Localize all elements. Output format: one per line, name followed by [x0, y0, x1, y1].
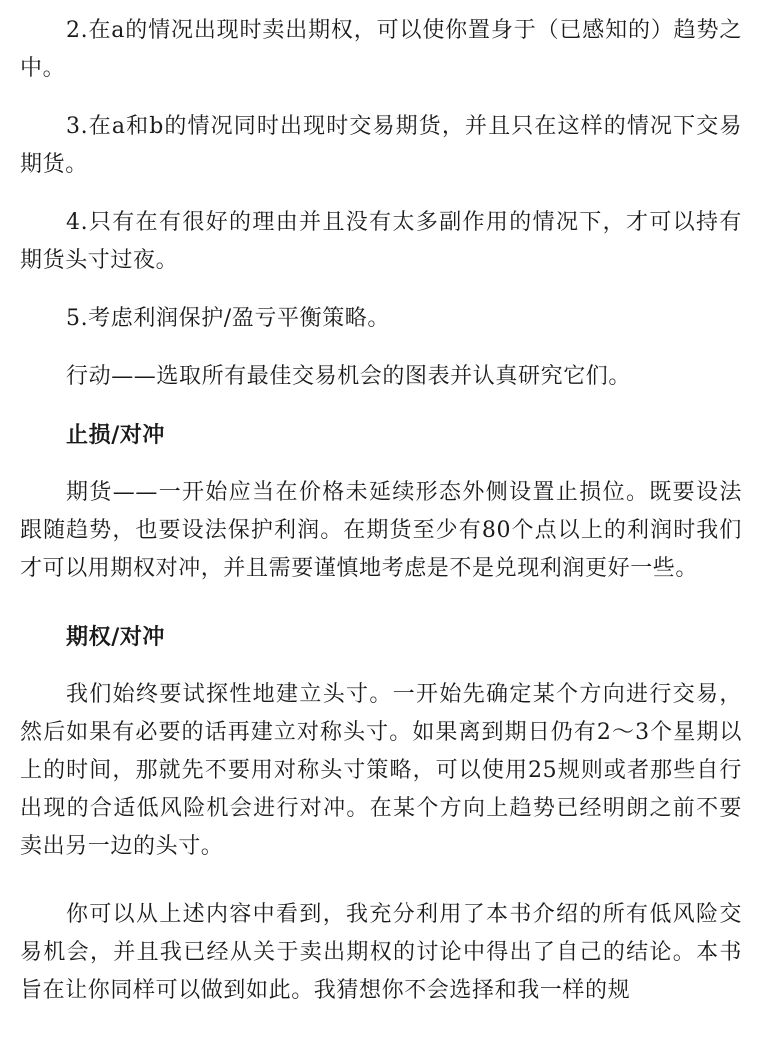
paragraph-rule-2: 2.在a的情况出现时卖出期权，可以使你置身于（已感知的）趋势之中。	[20, 18, 742, 81]
paragraph-options: 我们始终要试探性地建立头寸。一开始先确定某个方向进行交易，然后如果有必要的话再建立对称头寸。如果离到期日仍有2～3个星期以上的时间，那就先不要用对称头寸策略，可以使用25规则或者那些自行出现的合适低风险机会进行对冲。在某个方向上趋势已经明朗之前不要卖出另一边的头寸。	[20, 682, 742, 859]
paragraph-rule-5: 5.考虑利润保护/盈亏平衡策略。	[66, 306, 391, 331]
paragraph-action: 行动——选取所有最佳交易机会的图表并认真研究它们。	[66, 364, 632, 389]
heading-stop-loss-hedge: 止损/对冲	[66, 422, 166, 448]
paragraph-rule-3: 3.在a和b的情况同时出现时交易期货，并且只在这样的情况下交易期货。	[20, 114, 742, 177]
paragraph-rule-4: 4.只有在有很好的理由并且没有太多副作用的情况下，才可以持有期货头寸过夜。	[20, 210, 742, 273]
paragraph-conclusion: 你可以从上述内容中看到，我充分利用了本书介绍的所有低风险交易机会，并且我已经从关于卖出期权的讨论中得出了自己的结论。本书旨在让你同样可以做到如此。我猜想你不会选择和我一样的规	[20, 902, 742, 1003]
document-page	[20, 12, 742, 1030]
paragraph-futures: 期货——一开始应当在价格未延续形态外侧设置止损位。既要设法跟随趋势，也要设法保护利润。在期货至少有80个点以上的利润时我们才可以用期权对冲，并且需要谨慎地考虑是不是兑现利润更好一些。	[20, 480, 742, 581]
heading-options-hedge: 期权/对冲	[66, 624, 166, 650]
